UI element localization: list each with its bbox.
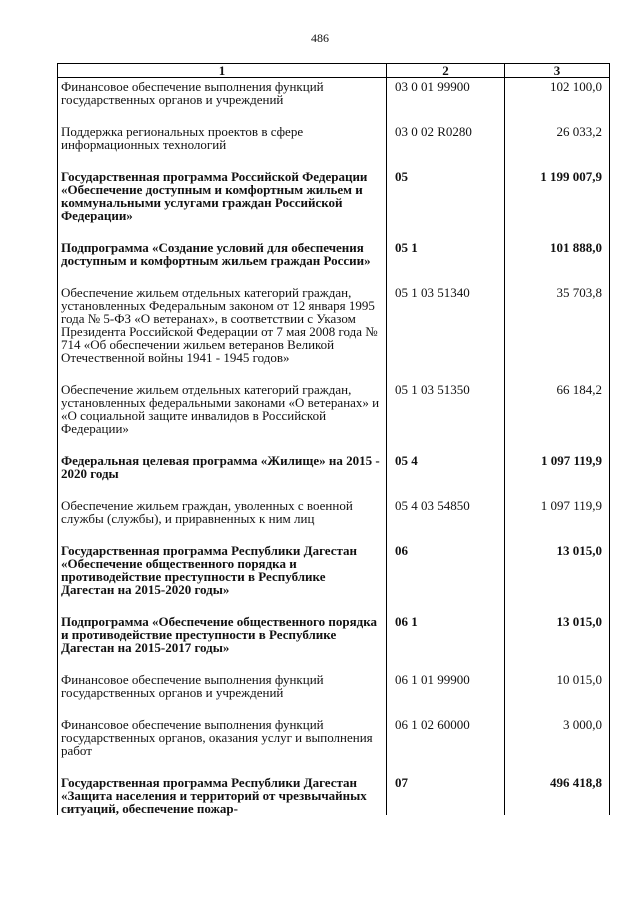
table-row bbox=[58, 364, 610, 435]
item-name-cell: Государственная программа Российской Федерации «Обеспечение доступным и комфортным жильем и коммунальными услугами граждан Российской Федерации» bbox=[58, 151, 387, 222]
classification-code-cell: 05 4 03 54850 bbox=[387, 480, 505, 525]
table-row bbox=[58, 654, 610, 699]
amount-cell: 26 033,2 bbox=[505, 106, 610, 151]
table-row bbox=[58, 757, 610, 815]
item-name-cell: Обеспечение жильем отдельных категорий граждан, установленных федеральными законами «О ветеранах» и «О социальной защите инвалидов в Российской Федерации» bbox=[58, 364, 387, 435]
amount-cell: 1 097 119,9 bbox=[505, 435, 610, 480]
classification-code-cell: 05 4 bbox=[387, 435, 505, 480]
classification-code-cell: 05 1 bbox=[387, 222, 505, 267]
classification-code-cell: 07 bbox=[387, 757, 505, 815]
table-row bbox=[58, 435, 610, 480]
table-row bbox=[58, 596, 610, 654]
amount-cell: 10 015,0 bbox=[505, 654, 610, 699]
table-row bbox=[58, 106, 610, 151]
item-name-cell: Обеспечение жильем граждан, уволенных с военной службы (службы), и приравненных к ним лиц bbox=[58, 480, 387, 525]
item-name-cell: Государственная программа Республики Дагестан «Обеспечение общественного порядка и противодействие преступности в Республике Дагестан на 2015-2020 годы» bbox=[58, 525, 387, 596]
classification-code-cell: 06 1 bbox=[387, 596, 505, 654]
amount-cell: 1 097 119,9 bbox=[505, 480, 610, 525]
amount-cell: 13 015,0 bbox=[505, 525, 610, 596]
table-row bbox=[58, 267, 610, 364]
item-name-cell: Финансовое обеспечение выполнения функций государственных органов и учреждений bbox=[58, 78, 387, 107]
item-name-cell: Федеральная целевая программа «Жилище» на 2015 - 2020 годы bbox=[58, 435, 387, 480]
classification-code-cell: 03 0 01 99900 bbox=[387, 78, 505, 107]
amount-cell: 101 888,0 bbox=[505, 222, 610, 267]
item-name-cell: Поддержка региональных проектов в сфере информационных технологий bbox=[58, 106, 387, 151]
budget-table-container bbox=[57, 63, 609, 815]
amount-cell: 66 184,2 bbox=[505, 364, 610, 435]
budget-table bbox=[57, 63, 610, 815]
classification-code-cell: 06 bbox=[387, 525, 505, 596]
table-row bbox=[58, 222, 610, 267]
amount-cell: 496 418,8 bbox=[505, 757, 610, 815]
amount-cell: 102 100,0 bbox=[505, 78, 610, 107]
amount-cell: 35 703,8 bbox=[505, 267, 610, 364]
column-header-2: 2 bbox=[387, 64, 505, 78]
table-body bbox=[58, 78, 610, 816]
column-header-1: 1 bbox=[58, 64, 387, 78]
item-name-cell: Государственная программа Республики Дагестан «Защита населения и территорий от чрезвычайных ситуаций, обеспечение пожар- bbox=[58, 757, 387, 815]
classification-code-cell: 03 0 02 R0280 bbox=[387, 106, 505, 151]
amount-cell: 1 199 007,9 bbox=[505, 151, 610, 222]
classification-code-cell: 06 1 01 99900 bbox=[387, 654, 505, 699]
table-row bbox=[58, 151, 610, 222]
item-name-cell: Финансовое обеспечение выполнения функций государственных органов, оказания услуг и выполнения работ bbox=[58, 699, 387, 757]
table-row bbox=[58, 78, 610, 107]
table-row bbox=[58, 525, 610, 596]
classification-code-cell: 05 1 03 51350 bbox=[387, 364, 505, 435]
item-name-cell: Финансовое обеспечение выполнения функций государственных органов и учреждений bbox=[58, 654, 387, 699]
classification-code-cell: 05 1 03 51340 bbox=[387, 267, 505, 364]
item-name-cell: Подпрограмма «Обеспечение общественного порядка и противодействие преступности в Республике Дагестан на 2015-2017 годы» bbox=[58, 596, 387, 654]
table-row bbox=[58, 699, 610, 757]
item-name-cell: Подпрограмма «Создание условий для обеспечения доступным и комфортным жильем граждан России» bbox=[58, 222, 387, 267]
classification-code-cell: 06 1 02 60000 bbox=[387, 699, 505, 757]
table-header-row bbox=[58, 64, 610, 78]
classification-code-cell: 05 bbox=[387, 151, 505, 222]
table-row bbox=[58, 480, 610, 525]
item-name-cell: Обеспечение жильем отдельных категорий граждан, установленных Федеральным законом от 12 января 1995 года № 5-ФЗ «О ветеранах», в соответствии с Указом Президента Российской Федерации от 7 мая 2008 года № 714 «Об обеспечении жильем ветеранов Великой Отечественной войны 1941 - 1945 годов» bbox=[58, 267, 387, 364]
amount-cell: 13 015,0 bbox=[505, 596, 610, 654]
page-number: 486 bbox=[311, 31, 329, 45]
column-header-3: 3 bbox=[505, 64, 610, 78]
amount-cell: 3 000,0 bbox=[505, 699, 610, 757]
